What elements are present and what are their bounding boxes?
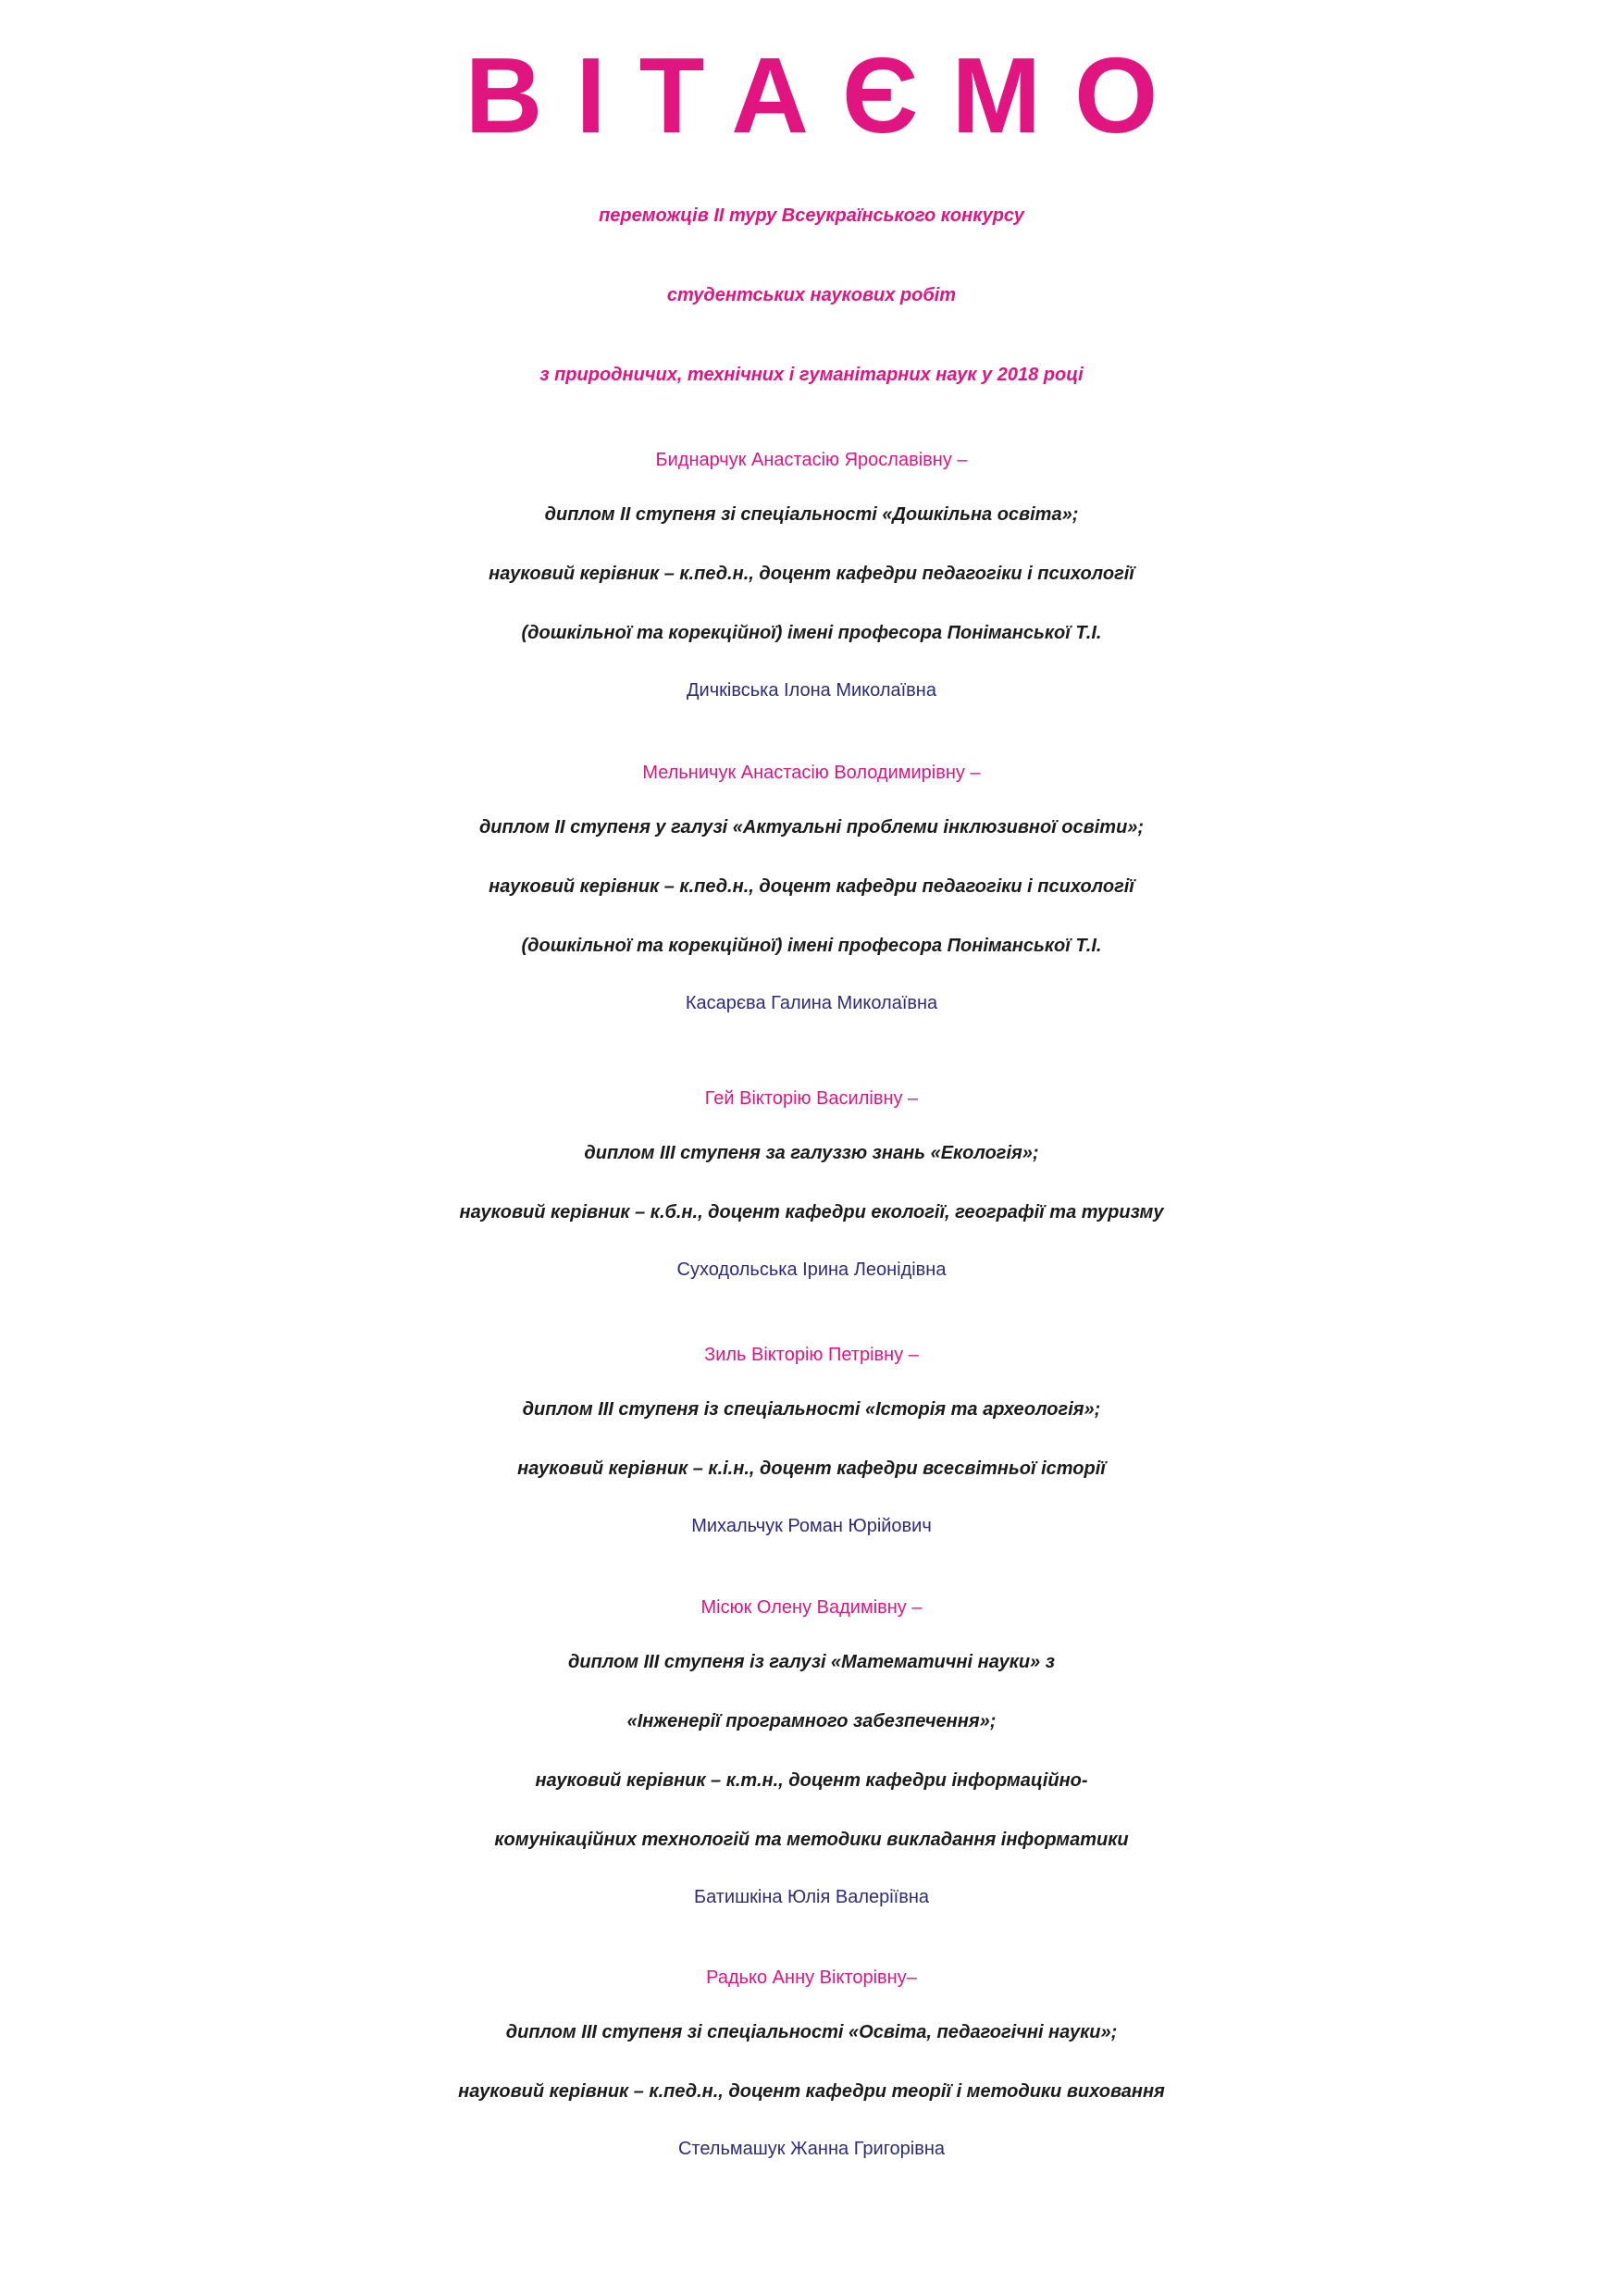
award-line: комунікаційних технологій та методики викладання інформатики <box>494 1830 1129 1850</box>
award-block <box>0 435 1623 718</box>
student-name: Радько Анну Вікторівну– <box>706 1967 917 1988</box>
student-name: Мельничук Анастасію Володимирівну – <box>642 763 981 783</box>
page-title: ВІТАЄМО <box>465 35 1192 155</box>
student-name: Місюк Олену Вадимівну – <box>700 1597 923 1618</box>
award-line: «Інженерії програмного забезпечення»; <box>626 1711 997 1731</box>
subtitle <box>0 176 1623 415</box>
award-line: (дошкільної та корекційної) імені професора Поніманської Т.І. <box>521 936 1102 956</box>
supervisor-name: Суходольська Ірина Леонідівна <box>676 1260 947 1280</box>
award-block <box>0 748 1623 1031</box>
supervisor-name: Дичківська Ілона Миколаївна <box>687 680 936 701</box>
award-block <box>0 1582 1623 1925</box>
award-line: диплом ІІІ ступеня зі спеціальності «Освіта, педагогічні науки»; <box>505 2022 1118 2042</box>
supervisor-name: Стельмашук Жанна Григорівна <box>677 2139 946 2159</box>
subtitle-line: переможців ІІ туру Всеукраїнського конкурсу <box>599 205 1024 226</box>
award-line: диплом ІІ ступеня зі спеціальності «Дошкільна освіта»; <box>544 504 1079 525</box>
award-line: науковий керівник – к.б.н., доцент кафедри екології, географії та туризму <box>459 1202 1164 1222</box>
award-line: диплом ІІІ ступеня із спеціальності «Історія та археологія»; <box>522 1399 1101 1420</box>
student-name: Зиль Вікторію Петрівну – <box>704 1345 919 1365</box>
award-block <box>0 1074 1623 1297</box>
award-block <box>0 1330 1623 1554</box>
award-line: науковий керівник – к.пед.н., доцент кафедри теорії і методики виховання <box>458 2081 1165 2102</box>
award-line: науковий керівник – к.т.н., доцент кафедри інформаційно- <box>535 1770 1088 1791</box>
student-name: Биднарчук Анастасію Ярославівну – <box>655 450 968 470</box>
supervisor-name: Михальчук Роман Юрійович <box>691 1516 932 1536</box>
supervisor-name: Батишкіна Юлія Валеріївна <box>693 1887 930 1907</box>
award-line: (дошкільної та корекційної) імені професора Поніманської Т.І. <box>521 623 1102 643</box>
award-line: науковий керівник – к.пед.н., доцент кафедри педагогіки і психології <box>489 564 1134 584</box>
award-line: науковий керівник – к.пед.н., доцент кафедри педагогіки і психології <box>489 876 1134 897</box>
award-line: науковий керівник – к.і.н., доцент кафедри всесвітньої історії <box>517 1458 1106 1479</box>
subtitle-line: студентських наукових робіт <box>666 285 957 305</box>
supervisor-name: Касарєва Галина Миколаївна <box>685 993 938 1013</box>
award-line: диплом ІІІ ступеня із галузі «Математичні науки» з <box>568 1652 1055 1672</box>
subtitle-line: з природничих, технічних і гуманітарних наук у 2018 році <box>539 365 1084 385</box>
award-line: диплом ІІІ ступеня за галуззю знань «Екологія»; <box>584 1143 1039 1163</box>
student-name: Гей Вікторію Василівну – <box>704 1088 919 1109</box>
award-line: диплом ІІ ступеня у галузі «Актуальні проблеми інклюзивної освіти»; <box>478 817 1145 838</box>
award-block <box>0 1953 1623 2177</box>
